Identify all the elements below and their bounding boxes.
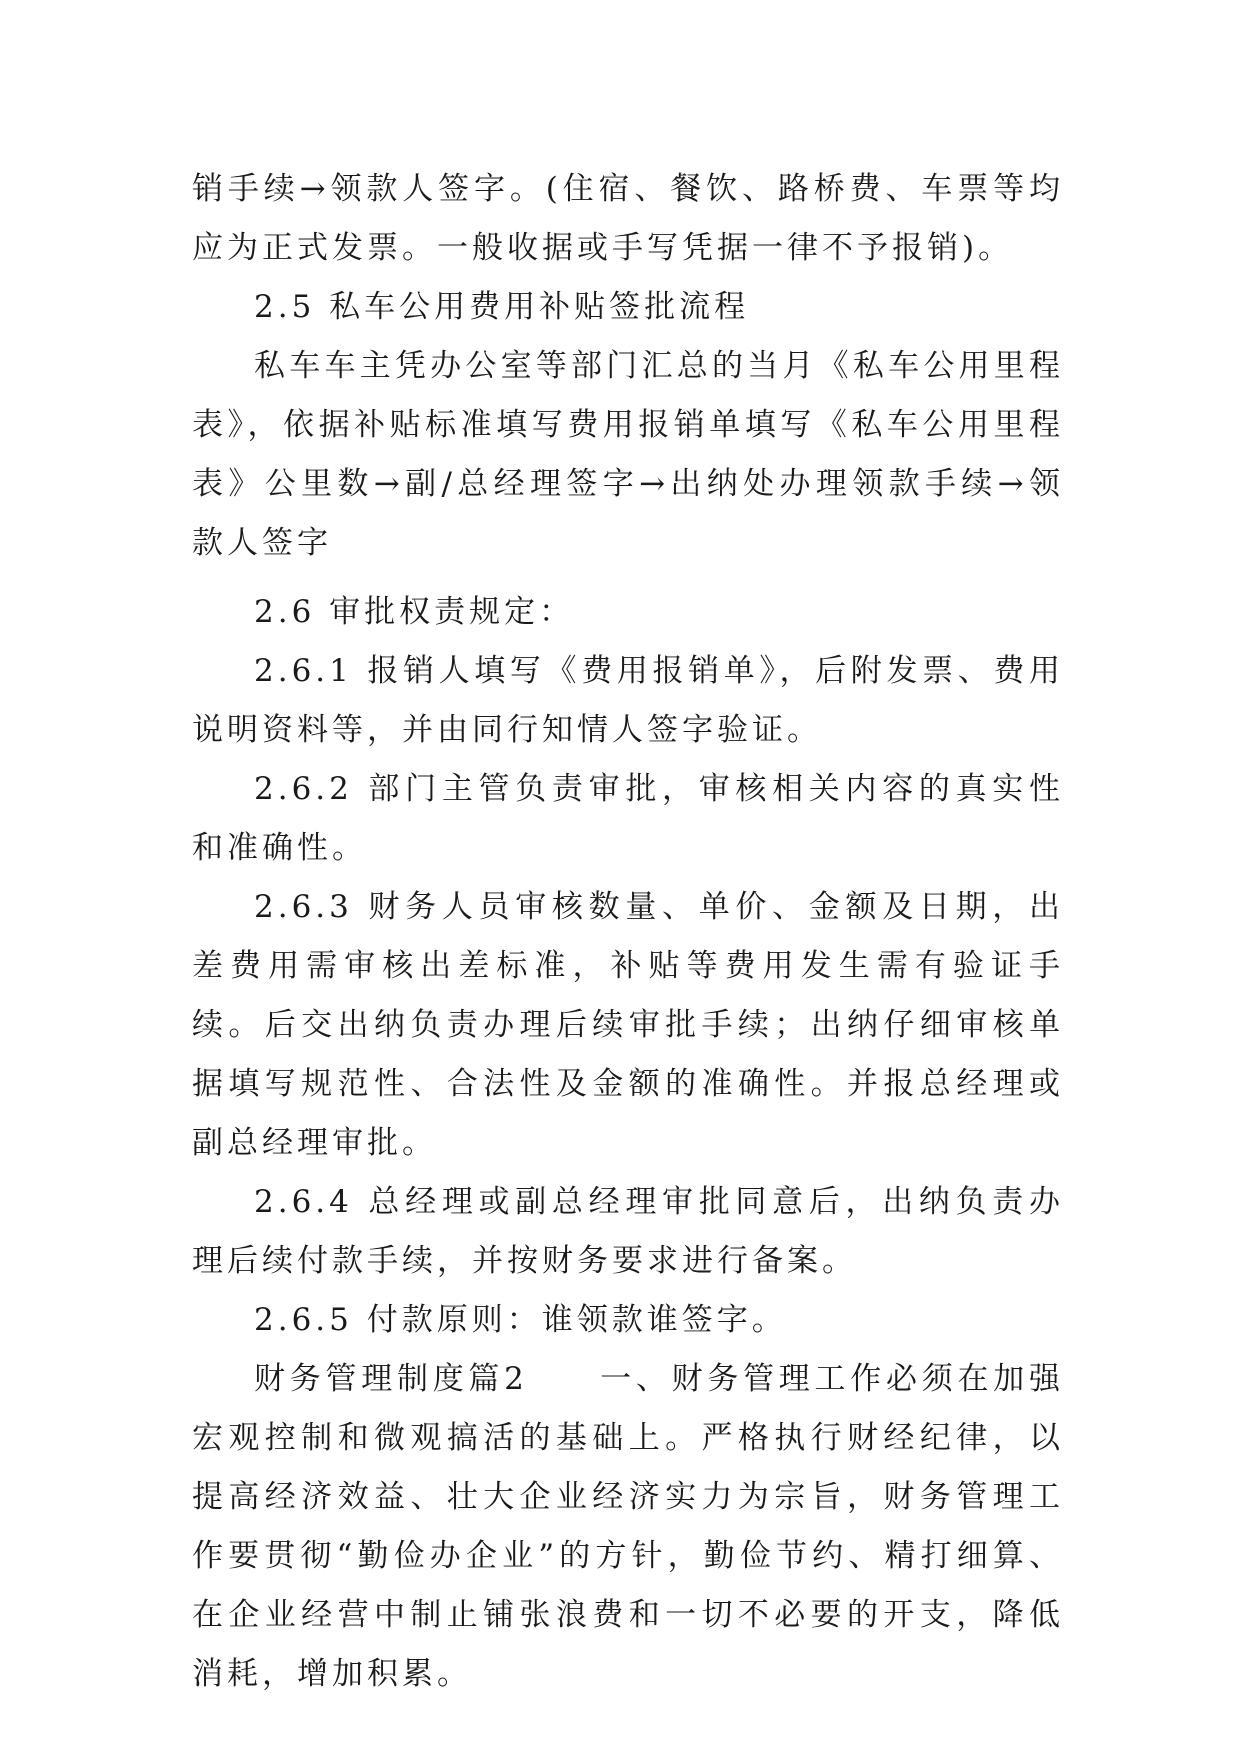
- paragraph-2-6-5: 2.6.5 付款原则：谁领款谁签字。: [254, 1302, 787, 1338]
- document-body: [192, 160, 1064, 1704]
- paragraph-2-6-1: 2.6.1 报销人填写《费用报销单》，后附发票、费用说明资料等，并由同行知情人签字验证。: [192, 653, 1064, 748]
- paragraph-2-6-4: 2.6.4 总经理或副总经理审批同意后，出纳负责办理后续付款手续，并按财务要求进行备案。: [192, 1184, 1064, 1279]
- paragraph-private-car-process: 私车车主凭办公室等部门汇总的当月《私车公用里程表》，依据补贴标准填写费用报销单填写《私车公用里程表》公里数→副/总经理签字→出纳处办理领款手续→领款人签字: [192, 348, 1064, 561]
- heading-2-6: 2.6 审批权责规定：: [254, 594, 575, 630]
- paragraph-reimbursement-continuation: 销手续→领款人签字。(住宿、餐饮、路桥费、车票等均应为正式发票。一般收据或手写凭据一律不予报销)。: [192, 171, 1064, 266]
- paragraph-2-6-3: 2.6.3 财务人员审核数量、单价、金额及日期，出差费用需审核出差标准，补贴等费用发生需有验证手续。后交出纳负责办理后续审批手续；出纳仔细审核单据填写规范性、合法性及金额的准确性。并报总经理或副总经理审批。: [192, 889, 1064, 1161]
- heading-2-5: 2.5 私车公用费用补贴签批流程: [254, 289, 750, 325]
- paragraph-2-6-2: 2.6.2 部门主管负责审批，审核相关内容的真实性和准确性。: [192, 771, 1064, 866]
- paragraph-financial-system-part-2: 财务管理制度篇2 一、财务管理工作必须在加强宏观控制和微观搞活的基础上。严格执行财经纪律，以提高经济效益、壮大企业经济实力为宗旨，财务管理工作要贯彻“勤俭办企业”的方针，勤俭节约、精打细算、在企业经营中制止铺张浪费和一切不必要的开支，降低消耗，增加积累。: [192, 1361, 1064, 1692]
